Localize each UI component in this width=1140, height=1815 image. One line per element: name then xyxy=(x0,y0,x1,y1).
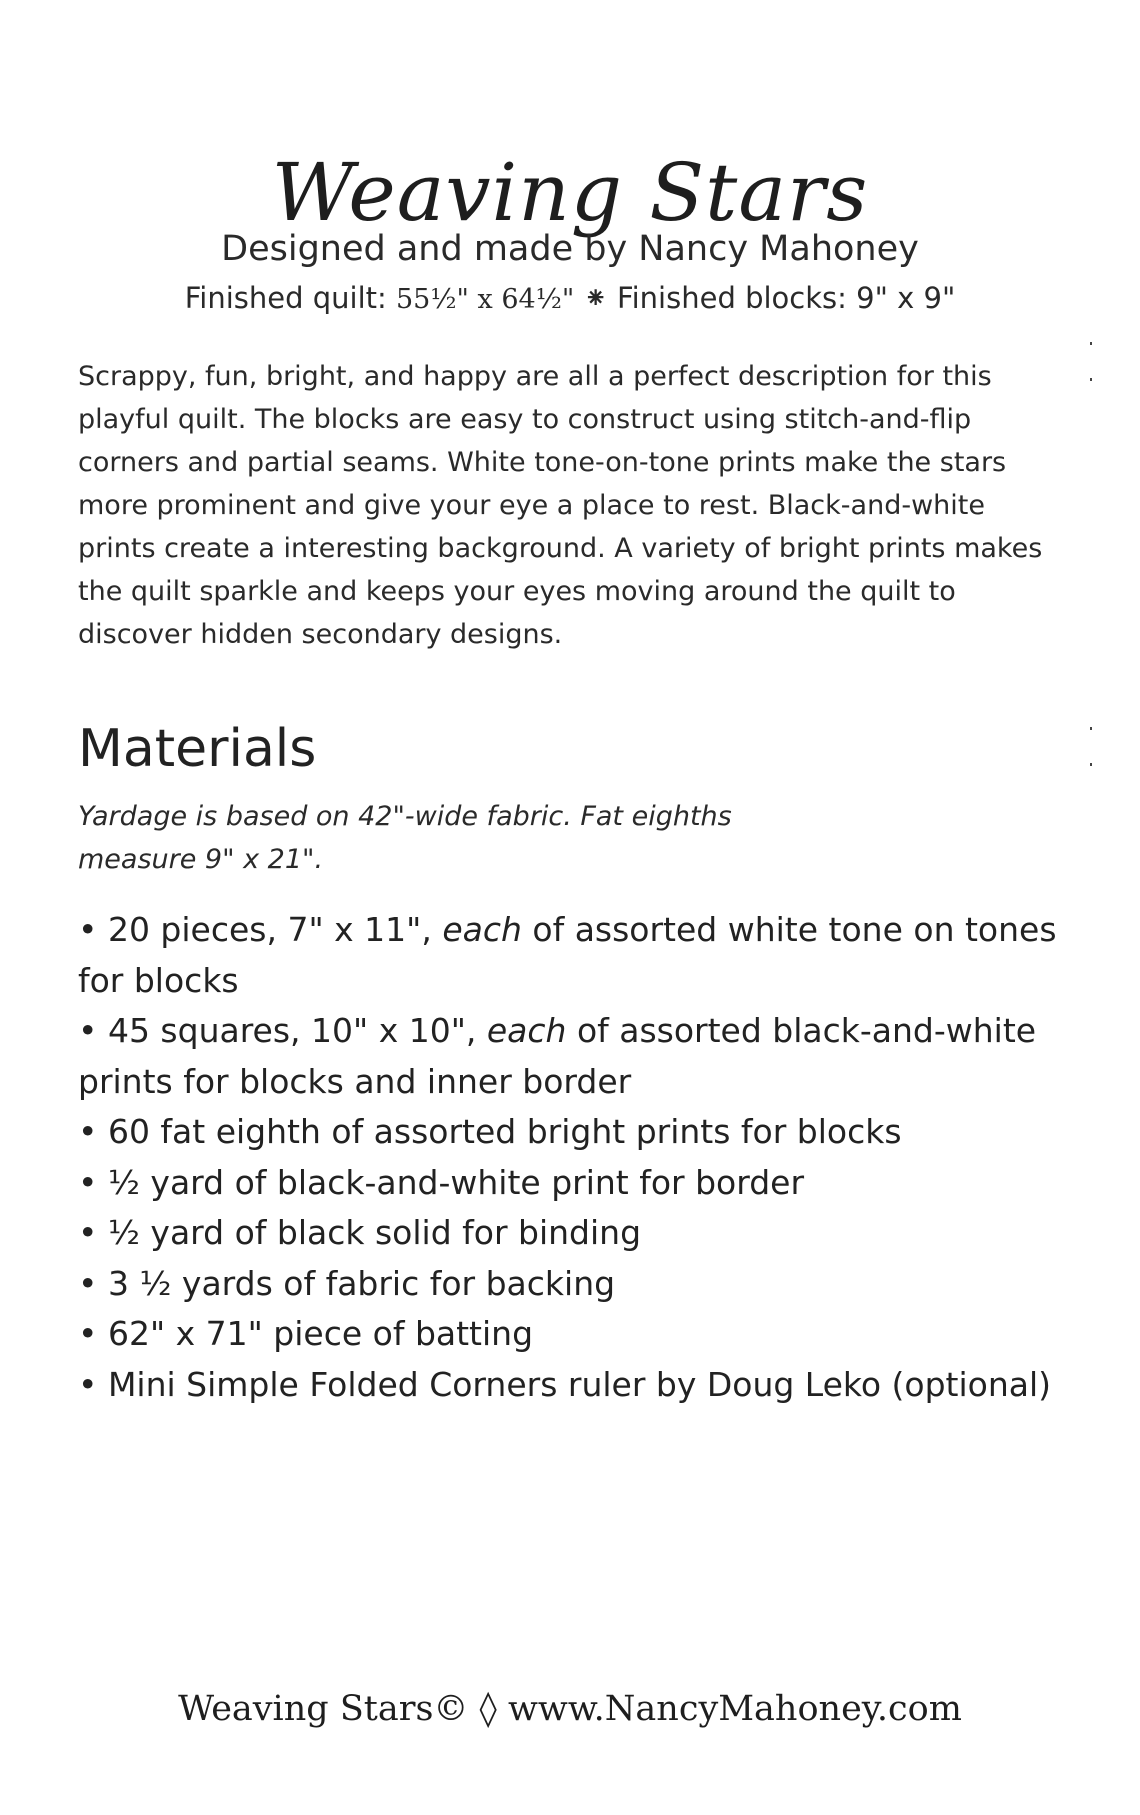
finished-blocks: Finished blocks: 9" x 9" xyxy=(617,281,956,315)
material-item: • Mini Simple Folded Corners ruler by Doug Leko (optional) xyxy=(78,1364,1052,1404)
margin-dot xyxy=(1090,727,1092,730)
intro-paragraph: Scrappy, fun, bright, and happy are all a perfect description for this playful quilt. The blocks are easy to construct using stitch-and-flip corners and partial seams. White tone-on-tone prints make the stars more prominent and give your eye a place to rest. Black-and-white prints create a interesting background. A variety of bright prints makes the quilt sparkle and keeps your eyes moving around the quilt to discover hidden secondary designs. xyxy=(78,361,1043,650)
materials-list xyxy=(78,905,1098,1410)
material-item: • 60 fat eighth of assorted bright prints for blocks xyxy=(78,1112,902,1151)
material-item: • 20 pieces, 7" x 11", each of assorted white tone on tones for blocks xyxy=(78,910,1057,1000)
material-item: • 3 ½ yards of fabric for backing xyxy=(78,1263,616,1303)
finished-quilt-label: Finished quilt: xyxy=(184,281,396,315)
materials-heading: Materials xyxy=(78,719,317,779)
material-item: • ½ yard of black-and-white print for border xyxy=(78,1162,805,1202)
material-item: • 45 squares, 10" x 10", each of assorted black-and-white prints for blocks and inner border xyxy=(78,1011,1037,1101)
margin-dot xyxy=(1090,378,1092,381)
footer-copyright: Weaving Stars© ◊ www.NancyMahoney.com xyxy=(178,1689,962,1729)
pattern-title: Weaving Stars xyxy=(271,145,869,239)
finished-sizes xyxy=(0,281,1140,316)
size-separator: ⁕ xyxy=(574,281,618,315)
finished-quilt-size: 55½" x 64½" xyxy=(396,284,575,315)
margin-dot xyxy=(1090,763,1092,766)
material-item: • ½ yard of black solid for binding xyxy=(78,1213,642,1252)
margin-dot xyxy=(1090,342,1092,345)
designer-credit: Designed and made by Nancy Mahoney xyxy=(221,229,919,269)
yardage-note: Yardage is based on 42"-wide fabric. Fat eighths measure 9" x 21". xyxy=(78,801,732,875)
material-item: • 62" x 71" piece of batting xyxy=(78,1314,534,1353)
